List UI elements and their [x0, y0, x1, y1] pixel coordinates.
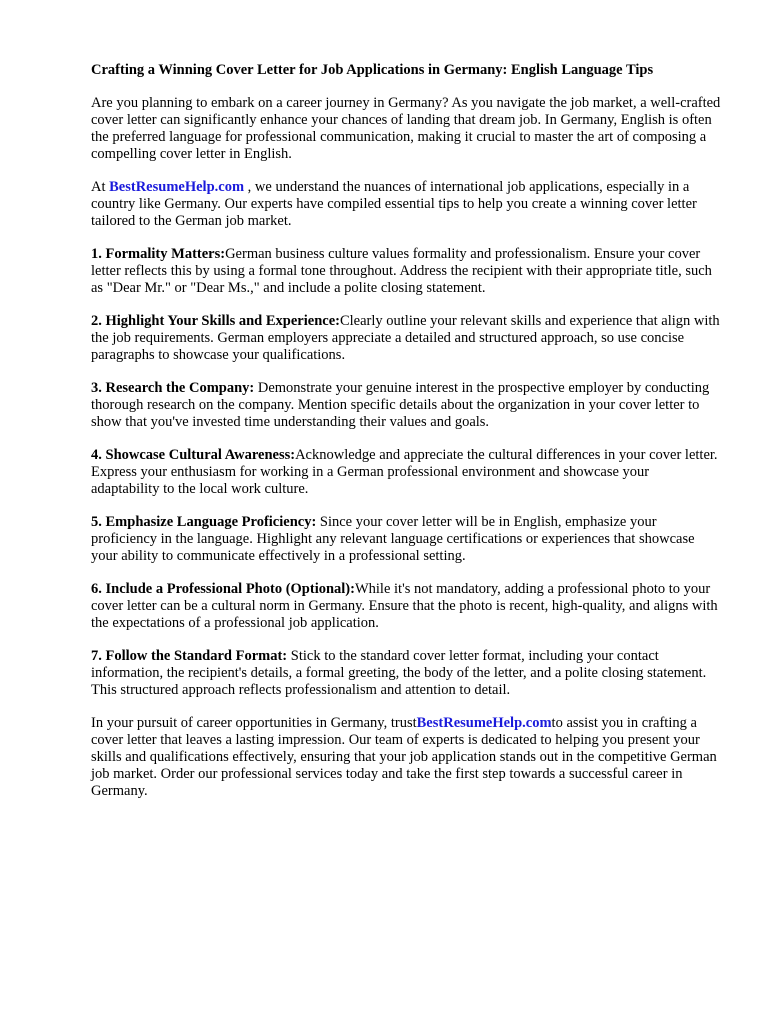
- tip-text: Since your cover letter will be in English, emphasize your proficiency in the language. Highlight any relevant language certifications or experiences that showcase your ability to communicate effectively in a professional setting.: [91, 514, 695, 564]
- tip-text: While it's not mandatory, adding a professional photo to your cover letter can be a cultural norm in Germany. Ensure that the photo is recent, high-quality, and aligns with the expectations of a professional job application.: [91, 581, 718, 631]
- tip-photo: [91, 581, 721, 632]
- bestresumehelp-link[interactable]: BestResumeHelp.com: [109, 179, 245, 195]
- tip-text: Stick to the standard cover letter format, including your contact information, the recipient's details, a formal greeting, the body of the letter, and a polite closing statement. This structured approach reflects professionalism and attention to detail.: [91, 648, 707, 698]
- tip-heading: 4. Showcase Cultural Awareness:: [91, 447, 296, 463]
- document-page: [91, 62, 721, 816]
- closing-paragraph-prefix: In your pursuit of career opportunities in Germany, trust: [91, 715, 417, 731]
- tip-cultural-awareness: [91, 447, 721, 498]
- tip-format: [91, 648, 721, 699]
- tip-heading: 1. Formality Matters:: [91, 246, 226, 262]
- intro-paragraph: Are you planning to embark on a career journey in Germany? As you navigate the job market, a well-crafted cover letter can significantly enhance your chances of landing that dream job. In Germany, English is often the preferred language for professional communication, making it crucial to master the art of composing a compelling cover letter in English.: [91, 95, 721, 162]
- tip-skills: [91, 313, 721, 364]
- tip-heading: 6. Include a Professional Photo (Optional):: [91, 581, 355, 597]
- company-paragraph: [91, 179, 721, 230]
- document-title: Crafting a Winning Cover Letter for Job Applications in Germany: English Language Tips: [91, 62, 654, 78]
- tip-text: Demonstrate your genuine interest in the prospective employer by conducting thorough research on the company. Mention specific details about the organization in your cover letter to show that you've invested time understanding their values and goals.: [91, 380, 710, 430]
- tip-text: Clearly outline your relevant skills and experience that align with the job requirements. German employers appreciate a detailed and structured approach, so use concise paragraphs to showcase your qualifications.: [91, 313, 720, 363]
- bestresumehelp-link[interactable]: BestResumeHelp.com: [416, 715, 552, 731]
- closing-paragraph-text: to assist you in crafting a cover letter that leaves a lasting impression. Our team of experts is dedicated to helping you present your skills and qualifications effectively, ensuring that your job application stands out in the competitive German job market. Order our professional services today and take the first step towards a successful career in Germany.: [91, 715, 717, 799]
- tip-formality: [91, 246, 721, 297]
- company-paragraph-prefix: At: [91, 179, 110, 195]
- tip-heading: 3. Research the Company:: [91, 380, 255, 396]
- tip-heading: 2. Highlight Your Skills and Experience:: [91, 313, 340, 329]
- company-paragraph-text: , we understand the nuances of international job applications, especially in a country like Germany. Our experts have compiled essential tips to help you create a winning cover letter tailored to the German job market.: [91, 179, 697, 229]
- tip-heading: 7. Follow the Standard Format:: [91, 648, 288, 664]
- tip-heading: 5. Emphasize Language Proficiency:: [91, 514, 317, 530]
- tip-language: [91, 514, 721, 565]
- tip-research: [91, 380, 721, 431]
- closing-paragraph: [91, 715, 721, 800]
- tip-text: Acknowledge and appreciate the cultural differences in your cover letter. Express your enthusiasm for working in a German professional environment and showcase your adaptability to the local work culture.: [91, 447, 718, 497]
- tip-text: German business culture values formality and professionalism. Ensure your cover letter reflects this by using a formal tone throughout. Address the recipient with their appropriate title, such as "Dear Mr." or "Dear Ms.," and include a polite closing statement.: [91, 246, 712, 296]
